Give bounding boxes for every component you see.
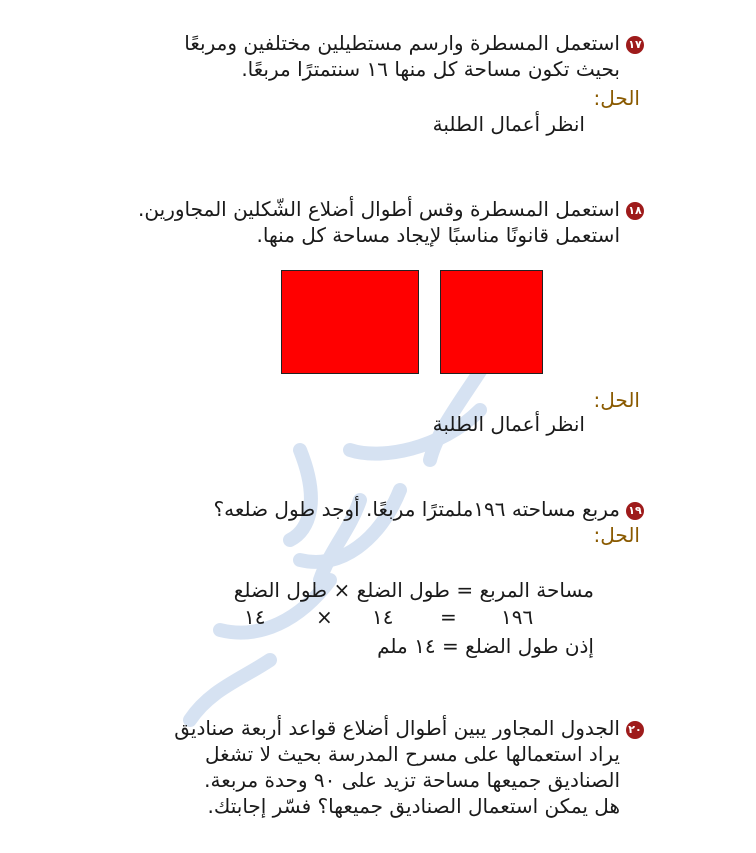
question-text-line: الصناديق جميعها مساحة تزيد على ٩٠ وحدة مربعة. (204, 768, 620, 792)
solution-label: الحل: (593, 86, 640, 110)
formula-line: مساحة المربع = طول الضلع × طول الضلع (233, 578, 594, 602)
question-20 (174, 715, 644, 819)
value-left: ١٤ (372, 605, 394, 629)
question-19 (213, 496, 644, 522)
question-text-line: يراد استعمالها على مسرح المدرسة بحيث لا تشغل (205, 742, 620, 766)
answer-text: انظر أعمال الطلبة (432, 112, 585, 136)
result-line: إذن طول الضلع = ١٤ ملم (377, 634, 594, 658)
question-number-badge: ١٩ (626, 502, 644, 520)
question-text-line: الجدول المجاور يبين أطوال أضلاع قواعد أربعة صناديق (174, 716, 620, 740)
answer-text: انظر أعمال الطلبة (432, 412, 585, 436)
value-right: ١٤ (244, 605, 266, 629)
question-text-line: استعمل المسطرة وقس أطوال أضلاع الشّكلين المجاورين. (138, 197, 620, 221)
question-text-line: هل يمكن استعمال الصناديق جميعها؟ فسّر إجابتك. (207, 794, 620, 818)
solution-label: الحل: (593, 388, 640, 412)
question-text-line: مربع مساحته ١٩٦ملمترًا مربعًا. أوجد طول ضلعه؟ (213, 497, 620, 521)
question-text-line: استعمل المسطرة وارسم مستطيلين مختلفين ومربعًا (184, 31, 620, 55)
area-value: ١٩٦ (501, 605, 534, 629)
question-text-line: بحيث تكون مساحة كل منها ١٦ سنتمترًا مربعًا. (241, 57, 620, 81)
question-text-line: استعمل قانونًا مناسبًا لإيجاد مساحة كل منها. (256, 223, 620, 247)
red-square (440, 270, 543, 374)
equals-sign: = (440, 605, 457, 629)
multiply-sign: × (316, 605, 333, 629)
solution-label: الحل: (593, 523, 640, 547)
red-rectangle (281, 270, 419, 374)
question-number-badge: ١٨ (626, 202, 644, 220)
question-number-badge: ١٧ (626, 36, 644, 54)
question-18 (138, 196, 644, 248)
question-number-badge: ٢٠ (626, 721, 644, 739)
question-17 (184, 30, 644, 82)
